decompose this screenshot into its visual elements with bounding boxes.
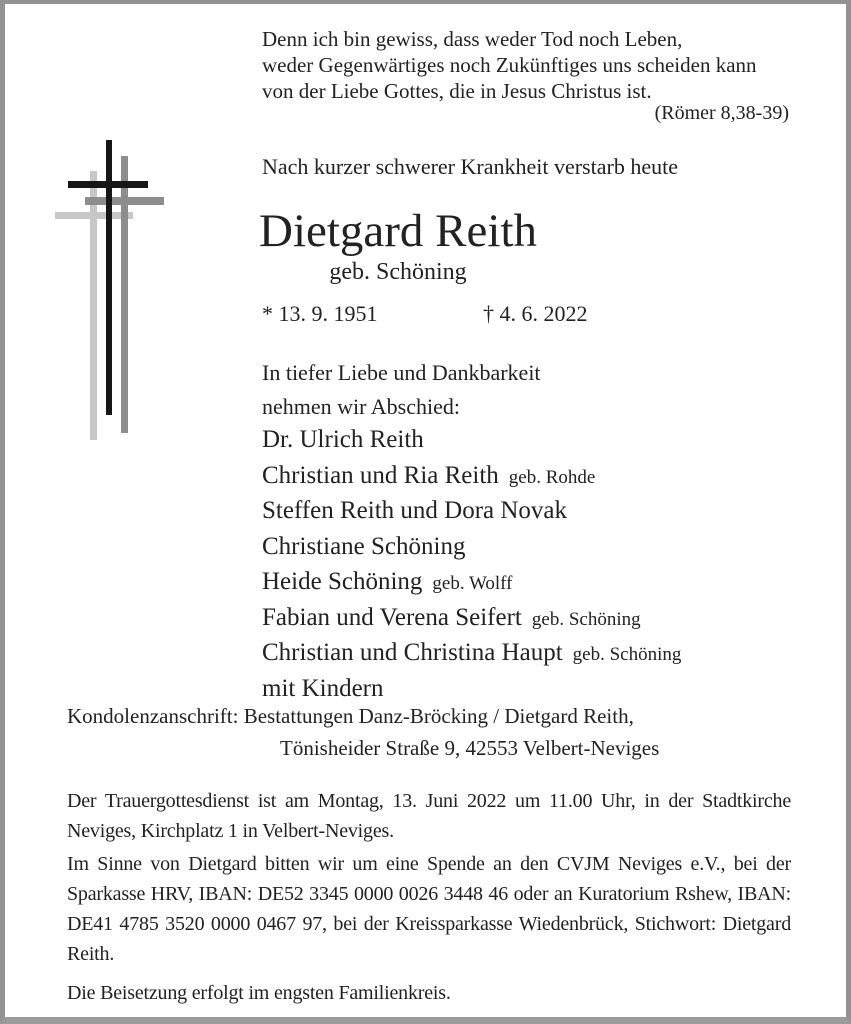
black-cross-horizontal-bar <box>68 181 148 188</box>
deceased-name-block <box>259 204 537 285</box>
life-dates <box>262 301 588 327</box>
quote-line: weder Gegenwärtiges noch Zukünftiges uns scheiden kann <box>262 53 757 77</box>
quote-attribution: (Römer 8,38-39) <box>654 102 789 124</box>
condolence-line-1 <box>67 700 791 732</box>
mourner-suffix: geb. Schöning <box>531 608 641 630</box>
mourner-name: Fabian und Verena Seifert <box>262 603 522 631</box>
mourner-name: mit Kindern <box>262 674 384 702</box>
announcement-intro: Nach kurzer schwerer Krankheit verstarb heute <box>262 154 678 179</box>
service-paragraph: Der Trauergottesdienst ist am Montag, 13. Juni 2022 um 11.00 Uhr, in der Stadtkirche Neviges, Kirchplatz 1 in Velbert-Neviges. <box>67 790 791 842</box>
mourner-name: Christian und Ria Reith <box>262 461 499 489</box>
mourner-row <box>262 601 822 637</box>
mourner-name: Dr. Ulrich Reith <box>262 426 424 453</box>
mourner-row <box>262 459 822 495</box>
donation-paragraph: Im Sinne von Dietgard bitten wir um eine Spende an den CVJM Neviges e.V., bei der Sparkasse HRV, IBAN: DE52 3345 0000 0026 3448 46 oder an Kuratorium Rshew, IBAN: DE41 4785 3520 0000 0467 97, bei der Kreissparkasse Wiedenbrück, Stichwort: Dietgard Reith. <box>67 853 791 965</box>
mourner-row <box>262 423 822 459</box>
mourner-row <box>262 494 822 530</box>
condolence-address-part-1: Bestattungen Danz-Bröcking / Dietgard Reith, <box>243 704 634 728</box>
condolence-label: Kondolenzanschrift: <box>67 704 239 728</box>
mourner-row <box>262 565 822 601</box>
mourner-suffix: geb. Wolff <box>432 573 513 594</box>
mourner-name: Heide Schöning <box>262 568 423 595</box>
mourner-name: Christian und Christina Haupt <box>262 639 563 666</box>
deceased-name: Dietgard Reith <box>259 205 538 257</box>
mourner-row <box>262 636 822 672</box>
death-date: † 4. 6. 2022 <box>483 301 588 326</box>
farewell-intro-line: In tiefer Liebe und Dankbarkeit <box>262 360 541 385</box>
birth-date: * 13. 9. 1951 <box>262 301 378 326</box>
mourner-row <box>262 530 822 566</box>
condolence-address <box>67 700 791 764</box>
mourner-suffix: geb. Schöning <box>572 644 682 665</box>
farewell-section <box>262 356 822 707</box>
gray-cross-horizontal-bar <box>85 197 164 205</box>
condolence-address-part-2: Tönisheider Straße 9, 42553 Velbert-Neviges <box>280 736 660 760</box>
burial-paragraph: Die Beisetzung erfolgt im engsten Familienkreis. <box>67 982 451 1004</box>
quote-line: von der Liebe Gottes, die in Jesus Christus ist. <box>262 79 652 103</box>
farewell-intro-line: nehmen wir Abschied: <box>262 393 460 419</box>
mourner-name: Steffen Reith und Dora Novak <box>262 497 568 524</box>
maiden-name: geb. Schöning <box>329 259 467 285</box>
mourner-suffix: geb. Rohde <box>508 466 596 488</box>
mourner-name: Christiane Schöning <box>262 532 466 560</box>
scripture-quote <box>262 26 822 104</box>
quote-line: Denn ich bin gewiss, dass weder Tod noch Leben, <box>262 27 683 51</box>
